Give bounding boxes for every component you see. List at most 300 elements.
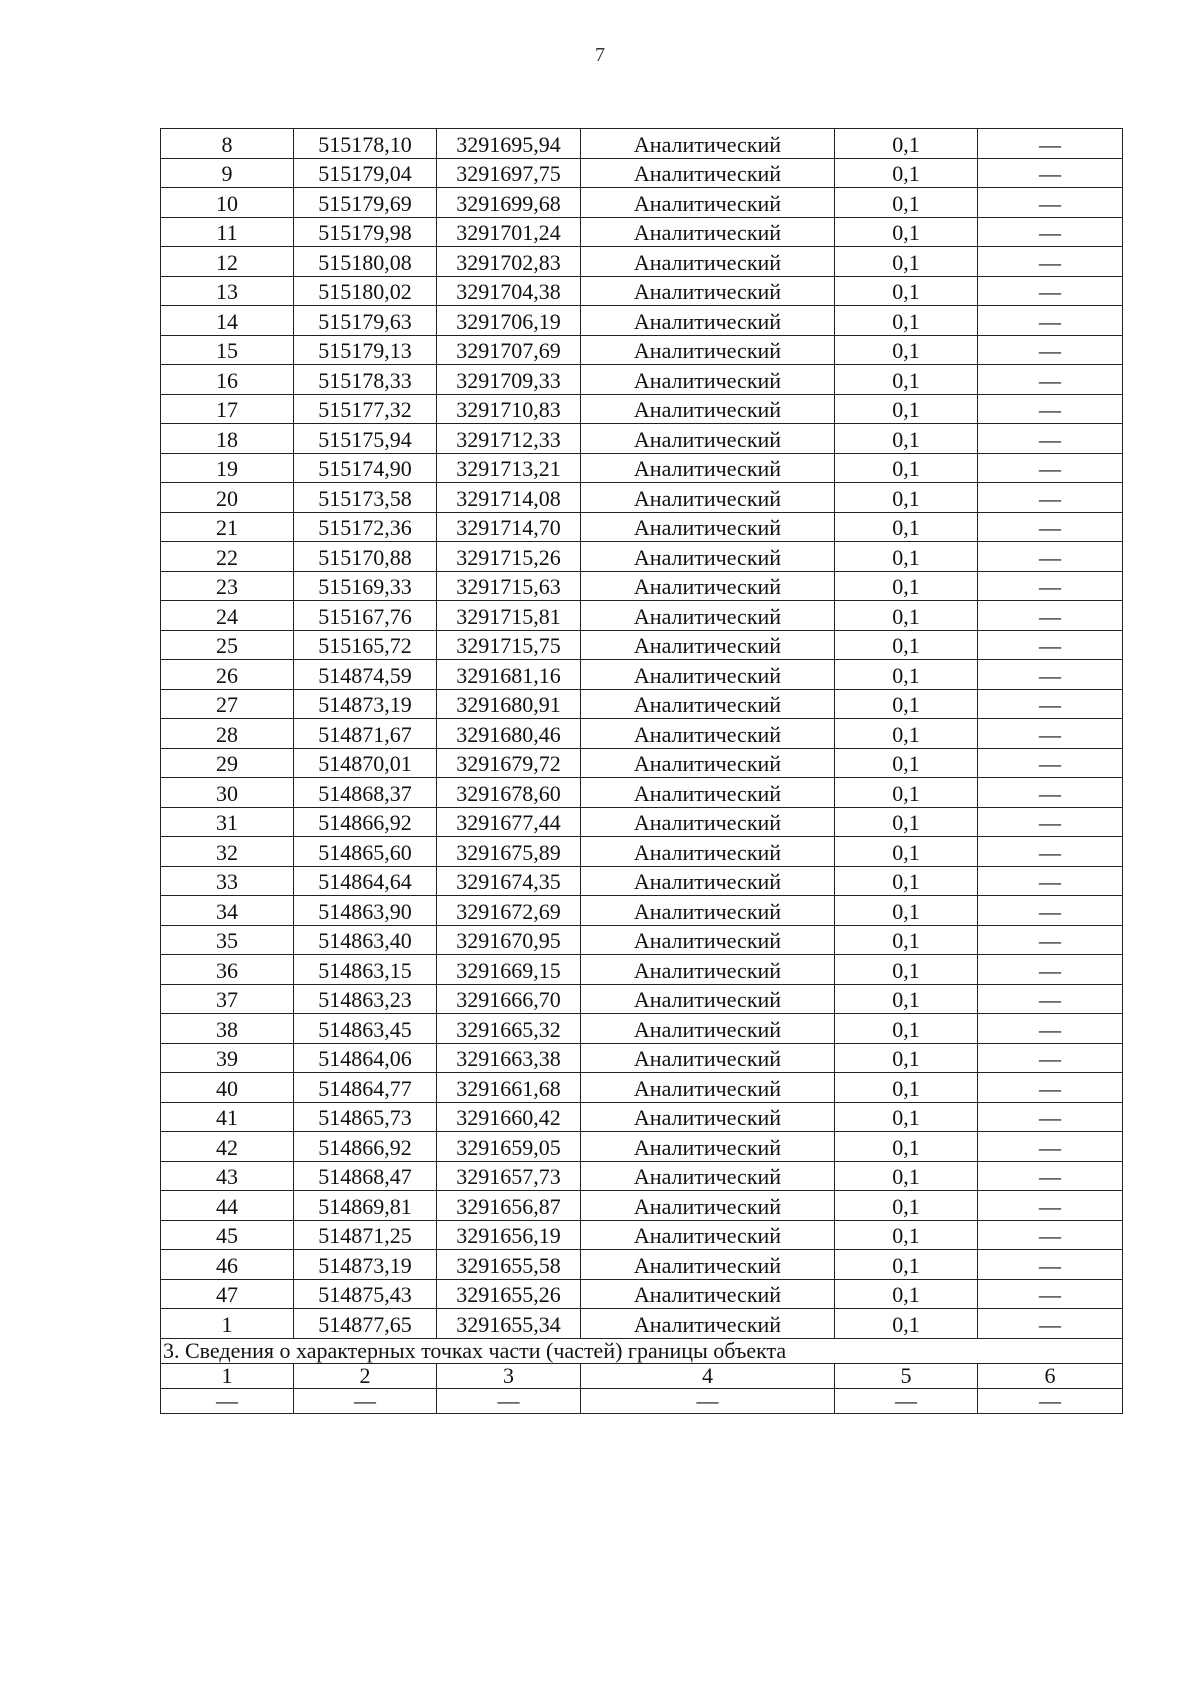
method-cell: Аналитический (581, 1250, 835, 1280)
accuracy-cell: 0,1 (835, 512, 978, 542)
x-coordinate-cell: 515179,98 (294, 217, 437, 247)
x-coordinate-cell: 515173,58 (294, 483, 437, 513)
table-row (161, 1161, 1123, 1191)
y-coordinate-cell: 3291706,19 (437, 306, 581, 336)
accuracy-cell: 0,1 (835, 630, 978, 660)
method-cell: Аналитический (581, 424, 835, 454)
y-coordinate-cell: 3291670,95 (437, 925, 581, 955)
y-coordinate-cell: 3291672,69 (437, 896, 581, 926)
table-row (161, 542, 1123, 572)
table-row (161, 188, 1123, 218)
y-coordinate-cell: 3291697,75 (437, 158, 581, 188)
x-coordinate-cell: 514864,77 (294, 1073, 437, 1103)
method-cell: Аналитический (581, 1279, 835, 1309)
accuracy-cell: 0,1 (835, 925, 978, 955)
table-row (161, 925, 1123, 955)
empty-cell: — (437, 1388, 581, 1413)
y-coordinate-cell: 3291709,33 (437, 365, 581, 395)
method-cell: Аналитический (581, 365, 835, 395)
method-cell: Аналитический (581, 542, 835, 572)
x-coordinate-cell: 514863,45 (294, 1014, 437, 1044)
method-cell: Аналитический (581, 335, 835, 365)
table-row (161, 483, 1123, 513)
method-cell: Аналитический (581, 1073, 835, 1103)
accuracy-cell: 0,1 (835, 276, 978, 306)
point-number-cell: 24 (161, 601, 294, 631)
accuracy-cell: 0,1 (835, 394, 978, 424)
point-number-cell: 43 (161, 1161, 294, 1191)
point-number-cell: 25 (161, 630, 294, 660)
section3-body (161, 1338, 1123, 1413)
table-row (161, 424, 1123, 454)
point-number-cell: 40 (161, 1073, 294, 1103)
y-coordinate-cell: 3291677,44 (437, 807, 581, 837)
note-cell: — (978, 217, 1123, 247)
note-cell: — (978, 1102, 1123, 1132)
y-coordinate-cell: 3291715,75 (437, 630, 581, 660)
method-cell: Аналитический (581, 601, 835, 631)
empty-cell: — (581, 1388, 835, 1413)
accuracy-cell: 0,1 (835, 896, 978, 926)
note-cell: — (978, 424, 1123, 454)
x-coordinate-cell: 515177,32 (294, 394, 437, 424)
point-number-cell: 17 (161, 394, 294, 424)
point-number-cell: 35 (161, 925, 294, 955)
empty-cell: — (161, 1388, 294, 1413)
table-row (161, 1250, 1123, 1280)
point-number-cell: 21 (161, 512, 294, 542)
y-coordinate-cell: 3291681,16 (437, 660, 581, 690)
note-cell: — (978, 1220, 1123, 1250)
table-row (161, 1191, 1123, 1221)
table-row (161, 778, 1123, 808)
y-coordinate-cell: 3291715,81 (437, 601, 581, 631)
point-number-cell: 38 (161, 1014, 294, 1044)
point-number-cell: 20 (161, 483, 294, 513)
note-cell: — (978, 807, 1123, 837)
y-coordinate-cell: 3291712,33 (437, 424, 581, 454)
y-coordinate-cell: 3291666,70 (437, 984, 581, 1014)
accuracy-cell: 0,1 (835, 689, 978, 719)
x-coordinate-cell: 514863,90 (294, 896, 437, 926)
x-coordinate-cell: 515178,33 (294, 365, 437, 395)
table-row (161, 1309, 1123, 1339)
table-row (161, 276, 1123, 306)
method-cell: Аналитический (581, 807, 835, 837)
table-row (161, 837, 1123, 867)
point-number-cell: 32 (161, 837, 294, 867)
y-coordinate-cell: 3291680,46 (437, 719, 581, 749)
page-number: 7 (595, 44, 605, 66)
y-coordinate-cell: 3291674,35 (437, 866, 581, 896)
y-coordinate-cell: 3291659,05 (437, 1132, 581, 1162)
point-number-cell: 27 (161, 689, 294, 719)
accuracy-cell: 0,1 (835, 807, 978, 837)
note-cell: — (978, 925, 1123, 955)
note-cell: — (978, 335, 1123, 365)
y-coordinate-cell: 3291665,32 (437, 1014, 581, 1044)
method-cell: Аналитический (581, 1132, 835, 1162)
y-coordinate-cell: 3291710,83 (437, 394, 581, 424)
note-cell: — (978, 778, 1123, 808)
point-number-cell: 12 (161, 247, 294, 277)
table-row (161, 512, 1123, 542)
accuracy-cell: 0,1 (835, 866, 978, 896)
points-table-body (161, 129, 1123, 1339)
method-cell: Аналитический (581, 1014, 835, 1044)
x-coordinate-cell: 514873,19 (294, 689, 437, 719)
note-cell: — (978, 1043, 1123, 1073)
x-coordinate-cell: 515180,08 (294, 247, 437, 277)
table-row (161, 955, 1123, 985)
note-cell: — (978, 306, 1123, 336)
table-row (161, 453, 1123, 483)
empty-cell: — (978, 1388, 1123, 1413)
table-row (161, 748, 1123, 778)
y-coordinate-cell: 3291655,34 (437, 1309, 581, 1339)
column-numbering-row (161, 1363, 1123, 1388)
accuracy-cell: 0,1 (835, 1073, 978, 1103)
table-row (161, 1073, 1123, 1103)
table-row (161, 571, 1123, 601)
accuracy-cell: 0,1 (835, 335, 978, 365)
note-cell: — (978, 483, 1123, 513)
method-cell: Аналитический (581, 925, 835, 955)
table-row (161, 306, 1123, 336)
section3-title: 3. Сведения о характерных точках части (частей) границы объекта (161, 1338, 1123, 1363)
note-cell: — (978, 1073, 1123, 1103)
note-cell: — (978, 689, 1123, 719)
note-cell: — (978, 748, 1123, 778)
method-cell: Аналитический (581, 1102, 835, 1132)
table-row (161, 1102, 1123, 1132)
accuracy-cell: 0,1 (835, 778, 978, 808)
accuracy-cell: 0,1 (835, 129, 978, 159)
note-cell: — (978, 955, 1123, 985)
table-row (161, 335, 1123, 365)
method-cell: Аналитический (581, 247, 835, 277)
method-cell: Аналитический (581, 276, 835, 306)
table-row (161, 394, 1123, 424)
y-coordinate-cell: 3291701,24 (437, 217, 581, 247)
y-coordinate-cell: 3291661,68 (437, 1073, 581, 1103)
table-row (161, 719, 1123, 749)
section3-empty-row (161, 1388, 1123, 1413)
method-cell: Аналитический (581, 129, 835, 159)
point-number-cell: 31 (161, 807, 294, 837)
method-cell: Аналитический (581, 689, 835, 719)
accuracy-cell: 0,1 (835, 1043, 978, 1073)
table-row (161, 1014, 1123, 1044)
note-cell: — (978, 512, 1123, 542)
x-coordinate-cell: 514869,81 (294, 1191, 437, 1221)
y-coordinate-cell: 3291678,60 (437, 778, 581, 808)
column-number: 1 (161, 1363, 294, 1388)
point-number-cell: 26 (161, 660, 294, 690)
table-row (161, 630, 1123, 660)
table-row (161, 1043, 1123, 1073)
table-row (161, 129, 1123, 159)
accuracy-cell: 0,1 (835, 1014, 978, 1044)
point-number-cell: 23 (161, 571, 294, 601)
column-number: 5 (835, 1363, 978, 1388)
table-row (161, 866, 1123, 896)
table-row (161, 158, 1123, 188)
method-cell: Аналитический (581, 1043, 835, 1073)
note-cell: — (978, 542, 1123, 572)
point-number-cell: 8 (161, 129, 294, 159)
note-cell: — (978, 984, 1123, 1014)
point-number-cell: 36 (161, 955, 294, 985)
note-cell: — (978, 719, 1123, 749)
point-number-cell: 22 (161, 542, 294, 572)
method-cell: Аналитический (581, 896, 835, 926)
point-number-cell: 46 (161, 1250, 294, 1280)
x-coordinate-cell: 514870,01 (294, 748, 437, 778)
x-coordinate-cell: 514875,43 (294, 1279, 437, 1309)
accuracy-cell: 0,1 (835, 483, 978, 513)
note-cell: — (978, 158, 1123, 188)
accuracy-cell: 0,1 (835, 1250, 978, 1280)
x-coordinate-cell: 514871,67 (294, 719, 437, 749)
accuracy-cell: 0,1 (835, 306, 978, 336)
method-cell: Аналитический (581, 453, 835, 483)
table-row (161, 896, 1123, 926)
accuracy-cell: 0,1 (835, 453, 978, 483)
method-cell: Аналитический (581, 483, 835, 513)
point-number-cell: 14 (161, 306, 294, 336)
method-cell: Аналитический (581, 748, 835, 778)
table-row (161, 660, 1123, 690)
y-coordinate-cell: 3291714,70 (437, 512, 581, 542)
point-number-cell: 33 (161, 866, 294, 896)
accuracy-cell: 0,1 (835, 660, 978, 690)
x-coordinate-cell: 515179,04 (294, 158, 437, 188)
x-coordinate-cell: 514865,60 (294, 837, 437, 867)
y-coordinate-cell: 3291660,42 (437, 1102, 581, 1132)
method-cell: Аналитический (581, 571, 835, 601)
table-row (161, 1279, 1123, 1309)
method-cell: Аналитический (581, 1309, 835, 1339)
method-cell: Аналитический (581, 394, 835, 424)
y-coordinate-cell: 3291663,38 (437, 1043, 581, 1073)
accuracy-cell: 0,1 (835, 158, 978, 188)
table-row (161, 247, 1123, 277)
point-number-cell: 39 (161, 1043, 294, 1073)
note-cell: — (978, 1250, 1123, 1280)
point-number-cell: 30 (161, 778, 294, 808)
table-row (161, 1132, 1123, 1162)
point-number-cell: 28 (161, 719, 294, 749)
x-coordinate-cell: 515170,88 (294, 542, 437, 572)
y-coordinate-cell: 3291669,15 (437, 955, 581, 985)
x-coordinate-cell: 514864,64 (294, 866, 437, 896)
y-coordinate-cell: 3291675,89 (437, 837, 581, 867)
y-coordinate-cell: 3291655,58 (437, 1250, 581, 1280)
point-number-cell: 34 (161, 896, 294, 926)
x-coordinate-cell: 514877,65 (294, 1309, 437, 1339)
empty-cell: — (835, 1388, 978, 1413)
x-coordinate-cell: 515167,76 (294, 601, 437, 631)
accuracy-cell: 0,1 (835, 1191, 978, 1221)
column-number: 2 (294, 1363, 437, 1388)
accuracy-cell: 0,1 (835, 1102, 978, 1132)
method-cell: Аналитический (581, 188, 835, 218)
note-cell: — (978, 1132, 1123, 1162)
table-row (161, 807, 1123, 837)
table-row (161, 217, 1123, 247)
point-number-cell: 13 (161, 276, 294, 306)
x-coordinate-cell: 515169,33 (294, 571, 437, 601)
x-coordinate-cell: 514863,40 (294, 925, 437, 955)
method-cell: Аналитический (581, 984, 835, 1014)
boundary-points-table (160, 128, 1123, 1414)
point-number-cell: 11 (161, 217, 294, 247)
accuracy-cell: 0,1 (835, 748, 978, 778)
accuracy-cell: 0,1 (835, 837, 978, 867)
accuracy-cell: 0,1 (835, 571, 978, 601)
x-coordinate-cell: 515178,10 (294, 129, 437, 159)
point-number-cell: 1 (161, 1309, 294, 1339)
method-cell: Аналитический (581, 1220, 835, 1250)
section3-title-row (161, 1338, 1123, 1363)
accuracy-cell: 0,1 (835, 188, 978, 218)
column-number: 3 (437, 1363, 581, 1388)
x-coordinate-cell: 515175,94 (294, 424, 437, 454)
y-coordinate-cell: 3291702,83 (437, 247, 581, 277)
point-number-cell: 9 (161, 158, 294, 188)
x-coordinate-cell: 515179,63 (294, 306, 437, 336)
note-cell: — (978, 630, 1123, 660)
accuracy-cell: 0,1 (835, 1132, 978, 1162)
note-cell: — (978, 1161, 1123, 1191)
point-number-cell: 42 (161, 1132, 294, 1162)
column-number: 6 (978, 1363, 1123, 1388)
note-cell: — (978, 247, 1123, 277)
accuracy-cell: 0,1 (835, 217, 978, 247)
table-row (161, 1220, 1123, 1250)
method-cell: Аналитический (581, 630, 835, 660)
method-cell: Аналитический (581, 1191, 835, 1221)
note-cell: — (978, 276, 1123, 306)
column-number: 4 (581, 1363, 835, 1388)
method-cell: Аналитический (581, 778, 835, 808)
x-coordinate-cell: 514874,59 (294, 660, 437, 690)
x-coordinate-cell: 514863,15 (294, 955, 437, 985)
note-cell: — (978, 660, 1123, 690)
accuracy-cell: 0,1 (835, 424, 978, 454)
accuracy-cell: 0,1 (835, 1309, 978, 1339)
accuracy-cell: 0,1 (835, 955, 978, 985)
y-coordinate-cell: 3291695,94 (437, 129, 581, 159)
table-row (161, 984, 1123, 1014)
method-cell: Аналитический (581, 719, 835, 749)
accuracy-cell: 0,1 (835, 719, 978, 749)
note-cell: — (978, 837, 1123, 867)
y-coordinate-cell: 3291656,87 (437, 1191, 581, 1221)
point-number-cell: 41 (161, 1102, 294, 1132)
note-cell: — (978, 896, 1123, 926)
note-cell: — (978, 601, 1123, 631)
x-coordinate-cell: 514865,73 (294, 1102, 437, 1132)
point-number-cell: 44 (161, 1191, 294, 1221)
table-row (161, 601, 1123, 631)
y-coordinate-cell: 3291707,69 (437, 335, 581, 365)
table-row (161, 689, 1123, 719)
x-coordinate-cell: 514866,92 (294, 807, 437, 837)
note-cell: — (978, 1279, 1123, 1309)
x-coordinate-cell: 514863,23 (294, 984, 437, 1014)
point-number-cell: 29 (161, 748, 294, 778)
table-row (161, 365, 1123, 395)
x-coordinate-cell: 515172,36 (294, 512, 437, 542)
x-coordinate-cell: 514868,47 (294, 1161, 437, 1191)
x-coordinate-cell: 514873,19 (294, 1250, 437, 1280)
y-coordinate-cell: 3291680,91 (437, 689, 581, 719)
note-cell: — (978, 1014, 1123, 1044)
point-number-cell: 19 (161, 453, 294, 483)
x-coordinate-cell: 514866,92 (294, 1132, 437, 1162)
point-number-cell: 15 (161, 335, 294, 365)
y-coordinate-cell: 3291715,26 (437, 542, 581, 572)
note-cell: — (978, 365, 1123, 395)
x-coordinate-cell: 515165,72 (294, 630, 437, 660)
accuracy-cell: 0,1 (835, 1279, 978, 1309)
note-cell: — (978, 188, 1123, 218)
x-coordinate-cell: 514871,25 (294, 1220, 437, 1250)
point-number-cell: 18 (161, 424, 294, 454)
y-coordinate-cell: 3291704,38 (437, 276, 581, 306)
point-number-cell: 37 (161, 984, 294, 1014)
y-coordinate-cell: 3291679,72 (437, 748, 581, 778)
note-cell: — (978, 1309, 1123, 1339)
x-coordinate-cell: 515174,90 (294, 453, 437, 483)
note-cell: — (978, 129, 1123, 159)
y-coordinate-cell: 3291713,21 (437, 453, 581, 483)
x-coordinate-cell: 514868,37 (294, 778, 437, 808)
method-cell: Аналитический (581, 512, 835, 542)
accuracy-cell: 0,1 (835, 247, 978, 277)
accuracy-cell: 0,1 (835, 1220, 978, 1250)
x-coordinate-cell: 515179,69 (294, 188, 437, 218)
y-coordinate-cell: 3291714,08 (437, 483, 581, 513)
note-cell: — (978, 453, 1123, 483)
accuracy-cell: 0,1 (835, 601, 978, 631)
accuracy-cell: 0,1 (835, 1161, 978, 1191)
y-coordinate-cell: 3291656,19 (437, 1220, 581, 1250)
point-number-cell: 16 (161, 365, 294, 395)
y-coordinate-cell: 3291657,73 (437, 1161, 581, 1191)
accuracy-cell: 0,1 (835, 984, 978, 1014)
method-cell: Аналитический (581, 866, 835, 896)
y-coordinate-cell: 3291715,63 (437, 571, 581, 601)
method-cell: Аналитический (581, 158, 835, 188)
x-coordinate-cell: 514864,06 (294, 1043, 437, 1073)
x-coordinate-cell: 515179,13 (294, 335, 437, 365)
accuracy-cell: 0,1 (835, 542, 978, 572)
point-number-cell: 45 (161, 1220, 294, 1250)
accuracy-cell: 0,1 (835, 365, 978, 395)
method-cell: Аналитический (581, 1161, 835, 1191)
y-coordinate-cell: 3291655,26 (437, 1279, 581, 1309)
note-cell: — (978, 571, 1123, 601)
point-number-cell: 10 (161, 188, 294, 218)
note-cell: — (978, 866, 1123, 896)
empty-cell: — (294, 1388, 437, 1413)
x-coordinate-cell: 515180,02 (294, 276, 437, 306)
method-cell: Аналитический (581, 217, 835, 247)
note-cell: — (978, 1191, 1123, 1221)
